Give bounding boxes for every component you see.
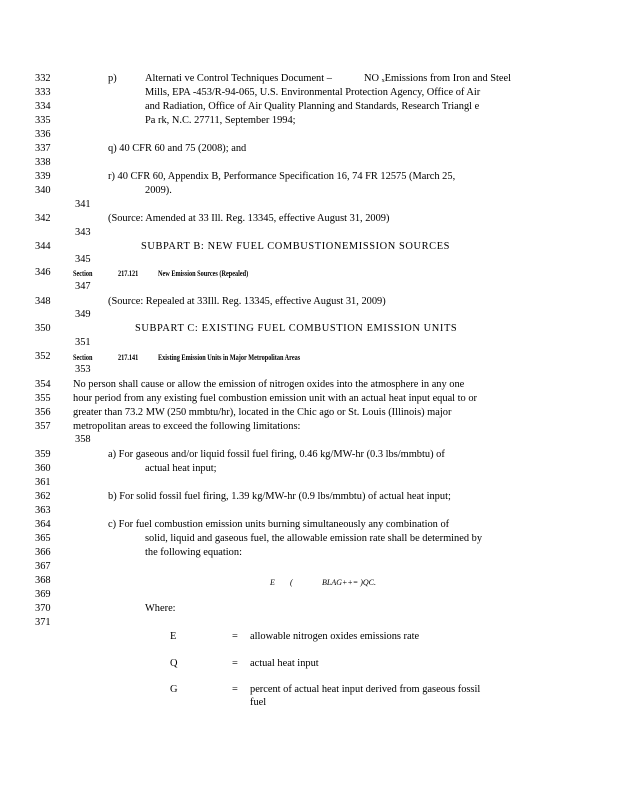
line-number: 362 — [35, 491, 51, 502]
subpart-heading: SUBPART C: EXISTING FUEL COMBUSTION EMISSION UNITS — [135, 323, 458, 334]
item-b: b) For solid fossil fuel firing, 1.39 kg/MW-hr (0.9 lbs/mmbtu) of actual heat input; — [108, 491, 451, 502]
def-equals: = — [232, 658, 238, 669]
def-text: percent of actual heat input derived from gaseous fossil — [250, 684, 481, 695]
line-number: 339 — [35, 171, 51, 182]
line-number: 333 — [35, 87, 51, 98]
section-title: New Emission Sources (Repealed) — [158, 269, 249, 278]
line-number: 359 — [35, 449, 51, 460]
line-number: 367 — [35, 561, 51, 572]
line-number: 335 — [35, 115, 51, 126]
line-number: 363 — [35, 505, 51, 516]
line-number: 361 — [35, 477, 51, 488]
line-number: 368 — [35, 575, 51, 586]
def-equals: = — [232, 684, 238, 695]
equation-e: E — [270, 578, 275, 587]
def-text-continued: fuel — [250, 697, 267, 708]
line-number: 336 — [35, 129, 51, 140]
line-number: 337 — [35, 143, 51, 154]
section-label: Section — [73, 269, 93, 278]
section-id: 217.121 — [118, 269, 139, 278]
equation-paren: ( — [290, 578, 293, 587]
section-title: Existing Emission Units in Major Metropolitan Areas — [158, 353, 301, 362]
paragraph-line: greater than 73.2 MW (250 mmbtu/hr), located in the Chic ago or St. Louis (Illinois) major — [73, 407, 452, 418]
line-number: 341 — [75, 199, 91, 210]
item-p-line3: and Radiation, Office of Air Quality Planning and Standards, Research Triangl e — [145, 101, 480, 112]
section-id: 217.141 — [118, 353, 139, 362]
line-number: 370 — [35, 603, 51, 614]
line-number: 357 — [35, 421, 51, 432]
item-r-line2: 2009). — [145, 185, 172, 196]
item-p-line2: Mills, EPA -453/R-94-065, U.S. Environmental Protection Agency, Office of Air — [145, 87, 481, 98]
line-number: 369 — [35, 589, 51, 600]
line-number: 354 — [35, 379, 51, 390]
item-q: q) 40 CFR 60 and 75 (2008); and — [108, 143, 247, 154]
line-number: 342 — [35, 213, 51, 224]
line-number: 353 — [75, 364, 91, 375]
line-number: 350 — [35, 323, 51, 334]
def-symbol: G — [170, 684, 178, 695]
item-c-line1: c) For fuel combustion emission units burning simultaneously any combination of — [108, 519, 450, 530]
line-number: 364 — [35, 519, 51, 530]
line-number: 345 — [75, 254, 91, 265]
source-note: (Source: Repealed at 33Ill. Reg. 13345, effective August 31, 2009) — [108, 296, 386, 307]
line-number: 358 — [75, 434, 91, 445]
line-number: 355 — [35, 393, 51, 404]
line-number: 371 — [35, 617, 51, 628]
line-number: 348 — [35, 296, 51, 307]
equation-body: BLAG++= )QC. — [322, 578, 376, 587]
line-number: 347 — [75, 281, 91, 292]
line-number: 334 — [35, 101, 51, 112]
item-c-line3: the following equation: — [145, 547, 242, 558]
item-p-line4: Pa rk, N.C. 27711, September 1994; — [145, 115, 296, 126]
line-number: 343 — [75, 227, 91, 238]
source-note: (Source: Amended at 33 Ill. Reg. 13345, effective August 31, 2009) — [108, 213, 390, 224]
line-number: 349 — [75, 309, 91, 320]
line-number: 346 — [35, 267, 51, 278]
paragraph-line: No person shall cause or allow the emission of nitrogen oxides into the atmosphere in any one — [73, 379, 465, 390]
where-label: Where: — [145, 603, 176, 614]
section-label: Section — [73, 353, 93, 362]
def-symbol: Q — [170, 658, 178, 669]
def-equals: = — [232, 631, 238, 642]
paragraph-line: metropolitan areas to exceed the following limitations: — [73, 421, 301, 432]
item-r-line1: r) 40 CFR 60, Appendix B, Performance Specification 16, 74 FR 12575 (March 25, — [108, 171, 456, 182]
def-text: allowable nitrogen oxides emissions rate — [250, 631, 420, 642]
paragraph-line: hour period from any existing fuel combustion emission unit with an actual heat input equal to or — [73, 393, 477, 404]
item-a-line1: a) For gaseous and/or liquid fossil fuel firing, 0.46 kg/MW-hr (0.3 lbs/mmbtu) of — [108, 449, 445, 460]
line-number: 366 — [35, 547, 51, 558]
line-number: 352 — [35, 351, 51, 362]
line-number: 365 — [35, 533, 51, 544]
line-number: 332 — [35, 73, 51, 84]
item-p-line1: Alternati ve Control Techniques Document – — [145, 73, 332, 84]
line-number: 356 — [35, 407, 51, 418]
line-number: 351 — [75, 337, 91, 348]
item-a-line2: actual heat input; — [145, 463, 217, 474]
line-number: 360 — [35, 463, 51, 474]
def-symbol: E — [170, 631, 177, 642]
line-number: 344 — [35, 241, 51, 252]
item-p-line1b: NO ₓEmissions from Iron and Steel — [364, 73, 512, 84]
line-number: 340 — [35, 185, 51, 196]
item-p-label: p) — [108, 73, 117, 84]
item-c-line2: solid, liquid and gaseous fuel, the allowable emission rate shall be determined by — [145, 533, 483, 544]
subpart-heading: SUBPART B: NEW FUEL COMBUSTIONEMISSION SOURCES — [141, 241, 451, 252]
def-text: actual heat input — [250, 658, 319, 669]
line-number: 338 — [35, 157, 51, 168]
